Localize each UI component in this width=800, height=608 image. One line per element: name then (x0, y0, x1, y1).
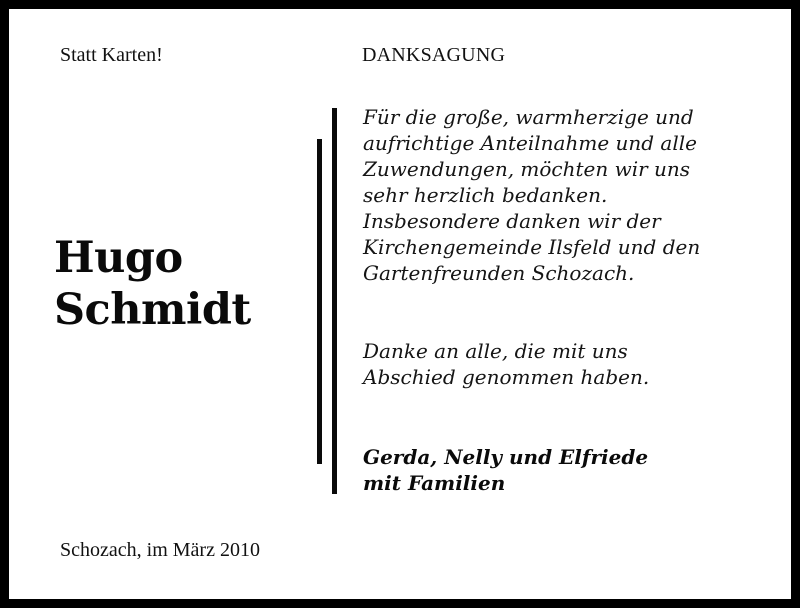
first-name: Hugo (54, 233, 183, 283)
thanks-line: aufrichtige Anteilnahme und alle (363, 131, 697, 155)
thanks-line: Für die große, warmherzige und (363, 105, 694, 129)
last-name: Schmidt (54, 285, 251, 335)
danksagung-heading: DANKSAGUNG (362, 44, 506, 66)
signature (363, 444, 648, 496)
notice-card (9, 9, 791, 599)
thanks-line: Insbesondere danken wir der (363, 209, 661, 233)
farewell-line: Danke an alle, die mit uns (363, 339, 628, 363)
thanks-line: Kirchengemeinde Ilsfeld und den (363, 235, 701, 259)
place-date: Schozach, im März 2010 (60, 539, 260, 561)
thanks-line: Gartenfreunden Schozach. (363, 261, 635, 285)
divider-bar-right (332, 108, 337, 494)
deceased-name (54, 232, 251, 336)
statt-karten-label: Statt Karten! (60, 44, 163, 66)
thanks-paragraph (363, 104, 700, 286)
divider-bar-left (317, 139, 322, 464)
signature-names: Gerda, Nelly und Elfriede (363, 445, 649, 469)
thanks-line: sehr herzlich bedanken. (363, 183, 608, 207)
signature-families: mit Familien (363, 471, 506, 495)
farewell-paragraph (363, 338, 649, 390)
thanks-line: Zuwendungen, möchten wir uns (363, 157, 691, 181)
farewell-line: Abschied genommen haben. (363, 365, 650, 389)
